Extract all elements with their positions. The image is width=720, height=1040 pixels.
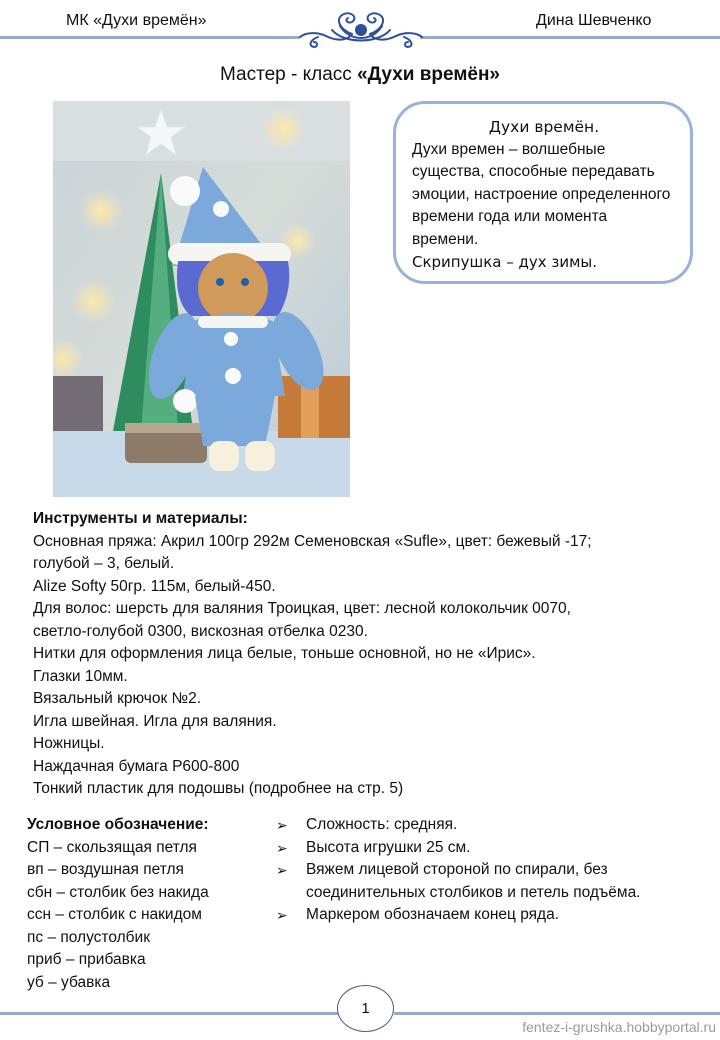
legend-item: сбн – столбик без накида bbox=[27, 883, 209, 901]
materials-line: Нитки для оформления лица белые, тоньше основной, но не «Ирис». bbox=[33, 645, 536, 662]
scroll-ornament-icon bbox=[296, 10, 426, 48]
legend-item: ссн – столбик с накидом bbox=[27, 906, 202, 923]
title-emphasis: «Духи времён» bbox=[357, 64, 500, 85]
legend-item: уб – убавка bbox=[27, 973, 111, 991]
info-box-title: Духи времён. bbox=[488, 118, 600, 136]
materials-line: Основная пряжа: Акрил 100гр 292м Семеновская «Sufle», цвет: бежевый -17; bbox=[33, 532, 592, 550]
legend-item: приб – прибавка bbox=[27, 951, 146, 968]
materials-heading: Инструменты и материалы: bbox=[33, 510, 248, 527]
materials-line: Ножницы. bbox=[33, 735, 105, 752]
title-prefix: Мастер - класс bbox=[219, 64, 358, 85]
materials-line: голубой – 3, белый. bbox=[33, 555, 175, 572]
footer-rule-right bbox=[394, 1012, 720, 1015]
arrow-bullet-icon: ➢ bbox=[276, 862, 288, 878]
crochet-doll-photo bbox=[53, 101, 350, 497]
note-item bbox=[276, 837, 706, 860]
note-text: Высота игрушки 25 см. bbox=[306, 838, 471, 856]
materials-section bbox=[33, 508, 703, 801]
materials-line: Тонкий пластик для подошвы (подробнее на стр. 5) bbox=[33, 780, 404, 797]
header-rule-left bbox=[0, 36, 300, 39]
info-box bbox=[393, 101, 693, 284]
note-text: Маркером обозначаем конец ряда. bbox=[306, 906, 560, 923]
footer-rule-left bbox=[0, 1012, 338, 1015]
arrow-bullet-icon: ➢ bbox=[276, 817, 288, 833]
legend-section bbox=[27, 814, 277, 994]
info-box-body: Духи времен – волшебные существа, способные передавать эмоции, настроение определенного времени года или момента времени. bbox=[412, 140, 671, 248]
materials-line: Глазки 10мм. bbox=[33, 667, 128, 685]
materials-line: Наждачная бумага Р600-800 bbox=[33, 757, 240, 775]
info-box-tagline: Скрипушка – дух зимы. bbox=[412, 253, 598, 271]
page-title bbox=[0, 64, 720, 86]
footer-site: fentez-i-grushka.hobbyportal.ru bbox=[522, 1019, 716, 1035]
note-text: Сложность: средняя. bbox=[306, 816, 458, 833]
note-item bbox=[276, 859, 706, 904]
header-author: Дина Шевченко bbox=[536, 12, 652, 29]
legend-item: пс – полустолбик bbox=[27, 928, 150, 946]
arrow-bullet-icon: ➢ bbox=[276, 907, 288, 923]
header-title: МК «Духи времён» bbox=[66, 12, 207, 29]
note-item bbox=[276, 904, 706, 927]
materials-line: Игла швейная. Игла для валяния. bbox=[33, 712, 277, 730]
legend-item: СП – скользящая петля bbox=[27, 838, 197, 856]
legend-heading: Условное обозначение: bbox=[27, 816, 209, 833]
page-number bbox=[337, 985, 394, 1032]
header-rule-right bbox=[420, 36, 720, 39]
legend-item: вп – воздушная петля bbox=[27, 861, 184, 878]
note-item bbox=[276, 814, 706, 837]
doll-illustration bbox=[53, 101, 350, 497]
materials-line: Alize Softy 50гр. 115м, белый-450. bbox=[33, 577, 276, 595]
materials-line: Для волос: шерсть для валяния Троицкая, цвет: лесной колокольчик 0070, bbox=[33, 600, 571, 617]
notes-list bbox=[276, 814, 706, 927]
note-text: Вяжем лицевой стороной по спирали, без соединительных столбиков и петель подъёма. bbox=[306, 861, 641, 901]
arrow-bullet-icon: ➢ bbox=[276, 839, 288, 856]
materials-line: Вязальный крючок №2. bbox=[33, 690, 202, 707]
page-number-text: 1 bbox=[361, 1000, 370, 1017]
materials-line: светло-голубой 0300, вискозная отбелка 0230. bbox=[33, 622, 368, 640]
